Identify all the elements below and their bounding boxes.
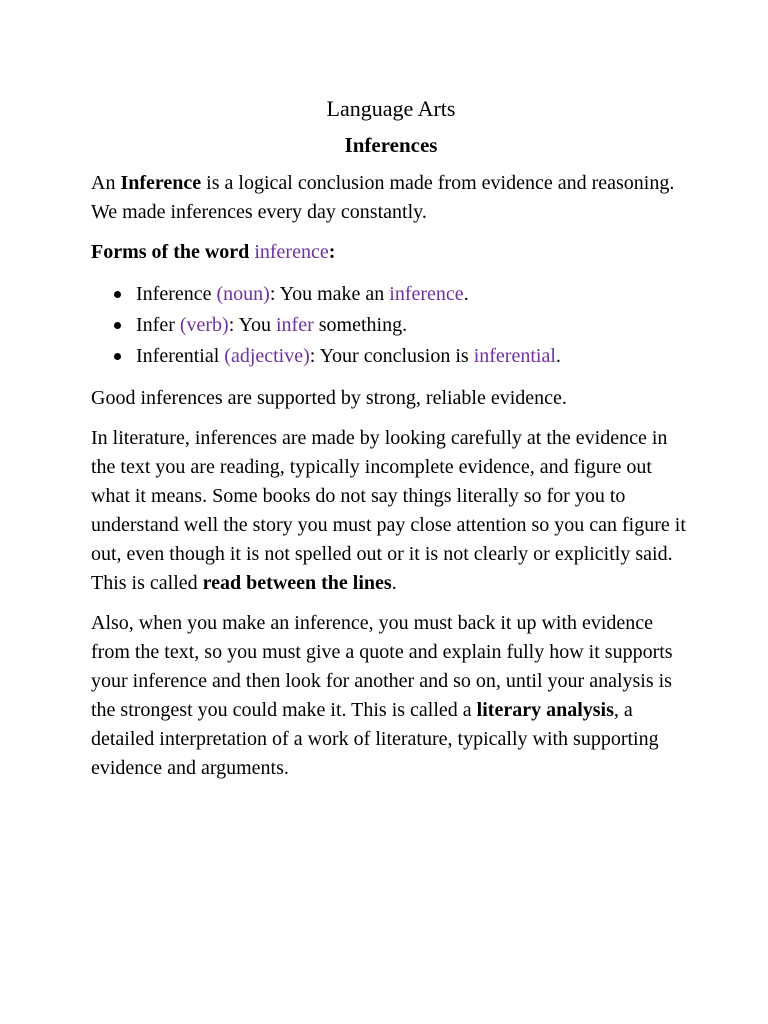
forms-heading-suffix: : [328,241,336,263]
form-sentence-before: You [238,314,276,336]
form-part-of-speech: (noun) [216,283,270,305]
page-title: Inferences [344,133,438,157]
intro-prefix: An [91,172,121,194]
form-word: Infer [136,314,180,336]
intro-term: Inference [120,172,202,194]
list-item [91,341,691,372]
form-word: Inferential [136,345,225,367]
list-item [91,279,691,310]
literature-bold-phrase: read between the lines [202,572,392,594]
form-word: Inference [136,283,217,305]
analysis-paragraph [91,609,691,783]
bullet-icon [114,353,121,360]
form-sentence-before: Your conclusion is [319,345,474,367]
analysis-end: , a detailed interpretation of a work of literature, typically with supporting evidence and arguments. [91,699,659,779]
form-colon: : [228,314,239,336]
list-item [91,310,691,341]
document-page [91,95,691,794]
literature-end: . [391,572,397,594]
form-sentence-after: something. [313,314,408,336]
literature-paragraph [91,424,691,598]
form-colon: : [269,283,280,305]
form-highlight: infer [276,314,314,336]
forms-heading-word: inference [254,241,329,263]
form-colon: : [309,345,320,367]
form-sentence-before: You make an [279,283,390,305]
form-part-of-speech: (adjective) [224,345,310,367]
form-sentence-after: . [555,345,561,367]
analysis-bold-phrase: literary analysis [476,699,614,721]
form-part-of-speech: (verb) [179,314,229,336]
form-sentence-after: . [463,283,469,305]
forms-heading [91,238,691,267]
bullet-icon [114,291,121,298]
literature-text: In literature, inferences are made by looking carefully at the evidence in the text you are reading, typically incomplete evidence, and figure out what it means. Some books do not say things literally so for you to understand well the story you must pay close attention so you can figure it out, even though it is not spelled out or it is not clearly or explicitly said. This is called [91,427,686,594]
intro-paragraph [91,169,691,227]
form-highlight: inference [389,283,464,305]
good-inferences-paragraph: Good inferences are supported by strong, reliable evidence. [91,387,567,409]
forms-list [91,279,691,372]
subject-heading: Language Arts [326,96,456,121]
intro-rest: is a logical conclusion made from evidence and reasoning. We made inferences every day constantly. [91,172,675,223]
forms-heading-prefix: Forms of the word [91,241,255,263]
analysis-text: Also, when you make an inference, you must back it up with evidence from the text, so you must give a quote and explain fully how it supports your inference and then look for another and so on, until your analysis is the strongest you could make it. This is called a [91,612,673,721]
bullet-icon [114,322,121,329]
form-highlight: inferential [473,345,556,367]
